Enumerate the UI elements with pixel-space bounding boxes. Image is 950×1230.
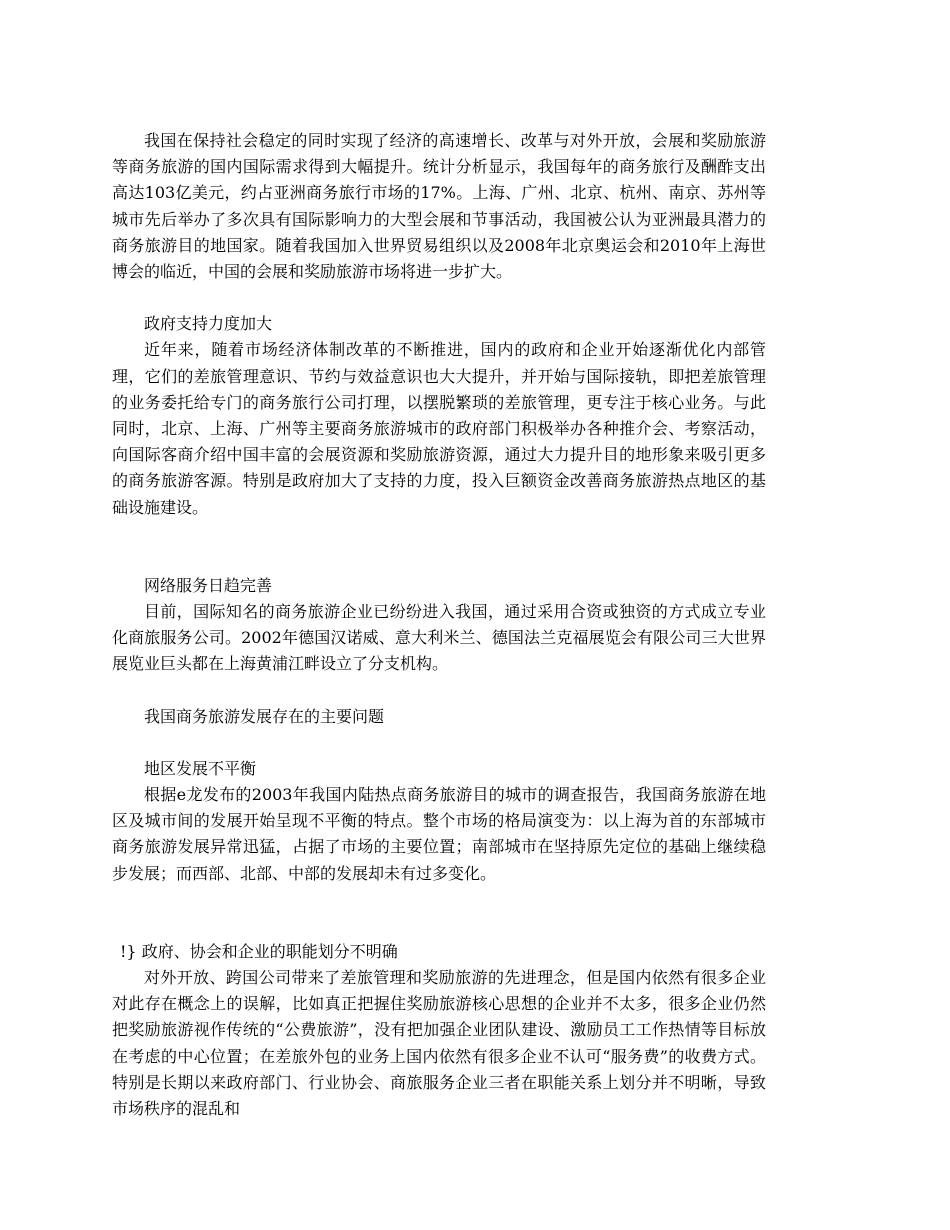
spacer [112,730,766,756]
section-heading-regional-imbalance: 地区发展不平衡 [144,758,257,778]
paragraph-intro: 我国在保持社会稳定的同时实现了经济的高速增长、改革与对外开放，会展和奖励旅游等商务旅游的国内国际需求得到大幅提升。统计分析显示，我国每年的商务旅行及酬酢支出高达103亿美元，约占亚洲商务旅行市场的17%。上海、广州、北京、杭州、南京、苏州等城市先后举办了多次具有国际影响力的大型会展和节事活动，我国被公认为亚洲最具潜力的商务旅游目的地国家。随着我国加入世界贸易组织以及2008年北京奥运会和2010年上海世博会的临近，中国的会展和奖励旅游市场将进一步扩大。 [112,131,766,282]
paragraph-role-division: 对外开放、跨国公司带来了差旅管理和奖励旅游的先进理念，但是国内依然有很多企业对此存在概念上的误解，比如真正把握住奖励旅游核心思想的企业并不太多，很多企业仍然把奖励旅游视作传统的“公费旅游”，没有把加强企业团队建设、激励员工工作热情等目标放在考虑的中心位置；在差旅外包的业务上国内依然有很多企业不认可“服务费”的收费方式。特别是长期以来政府部门、行业协会、商旅服务企业三者在职能关系上划分并不明晰，导致市场秩序的混乱和 [112,968,766,1119]
spacer [112,521,766,573]
document-page [112,128,766,1122]
section-heading-network-service: 网络服务日趋完善 [144,575,273,595]
paragraph-regional-imbalance: 根据e龙发布的2003年我国内陆热点商务旅游目的城市的调查报告，我国商务旅游在地区及城市间的发展开始呈现不平衡的特点。整个市场的格局演变为：以上海为首的东部城市商务旅游发展异常迅猛，占据了市场的主要位置；南部城市在坚持原先定位的基础上继续稳步发展；而西部、北部、中部的发展却未有过多变化。 [112,785,766,883]
spacer [112,285,766,311]
paragraph-government-support: 近年来，随着市场经济体制改革的不断推进，国内的政府和企业开始逐渐优化内部管理，它们的差旅管理意识、节约与效益意识也大大提升，并开始与国际接轨，即把差旅管理的业务委托给专门的商务旅行公司打理，以摆脱繁琐的差旅管理，更专注于核心业务。与此同时，北京、上海、广州等主要商务旅游城市的政府部门积极举办各种推介会、考察活动，向国际客商介绍中国丰富的会展资源和奖励旅游资源，通过大力提升目的地形象来吸引更多的商务旅游客源。特别是政府加大了支持的力度，投入巨额资金改善商务旅游热点地区的基础设施建设。 [112,340,766,517]
section-heading-main-problems: 我国商务旅游发展存在的主要问题 [144,706,385,726]
paragraph-network-service: 目前，国际知名的商务旅游企业已纷纷进入我国，通过采用合资或独资的方式成立专业化商旅服务公司。2002年德国汉诺威、意大利米兰、德国法兰克福展览会有限公司三大世界展览业巨头都在上海黄浦江畔设立了分支机构。 [112,602,766,674]
spacer [112,678,766,704]
section-heading-role-division: !} 政府、协会和企业的职能划分不明确 [120,941,398,961]
spacer [112,887,766,939]
section-heading-government-support: 政府支持力度加大 [144,314,273,334]
